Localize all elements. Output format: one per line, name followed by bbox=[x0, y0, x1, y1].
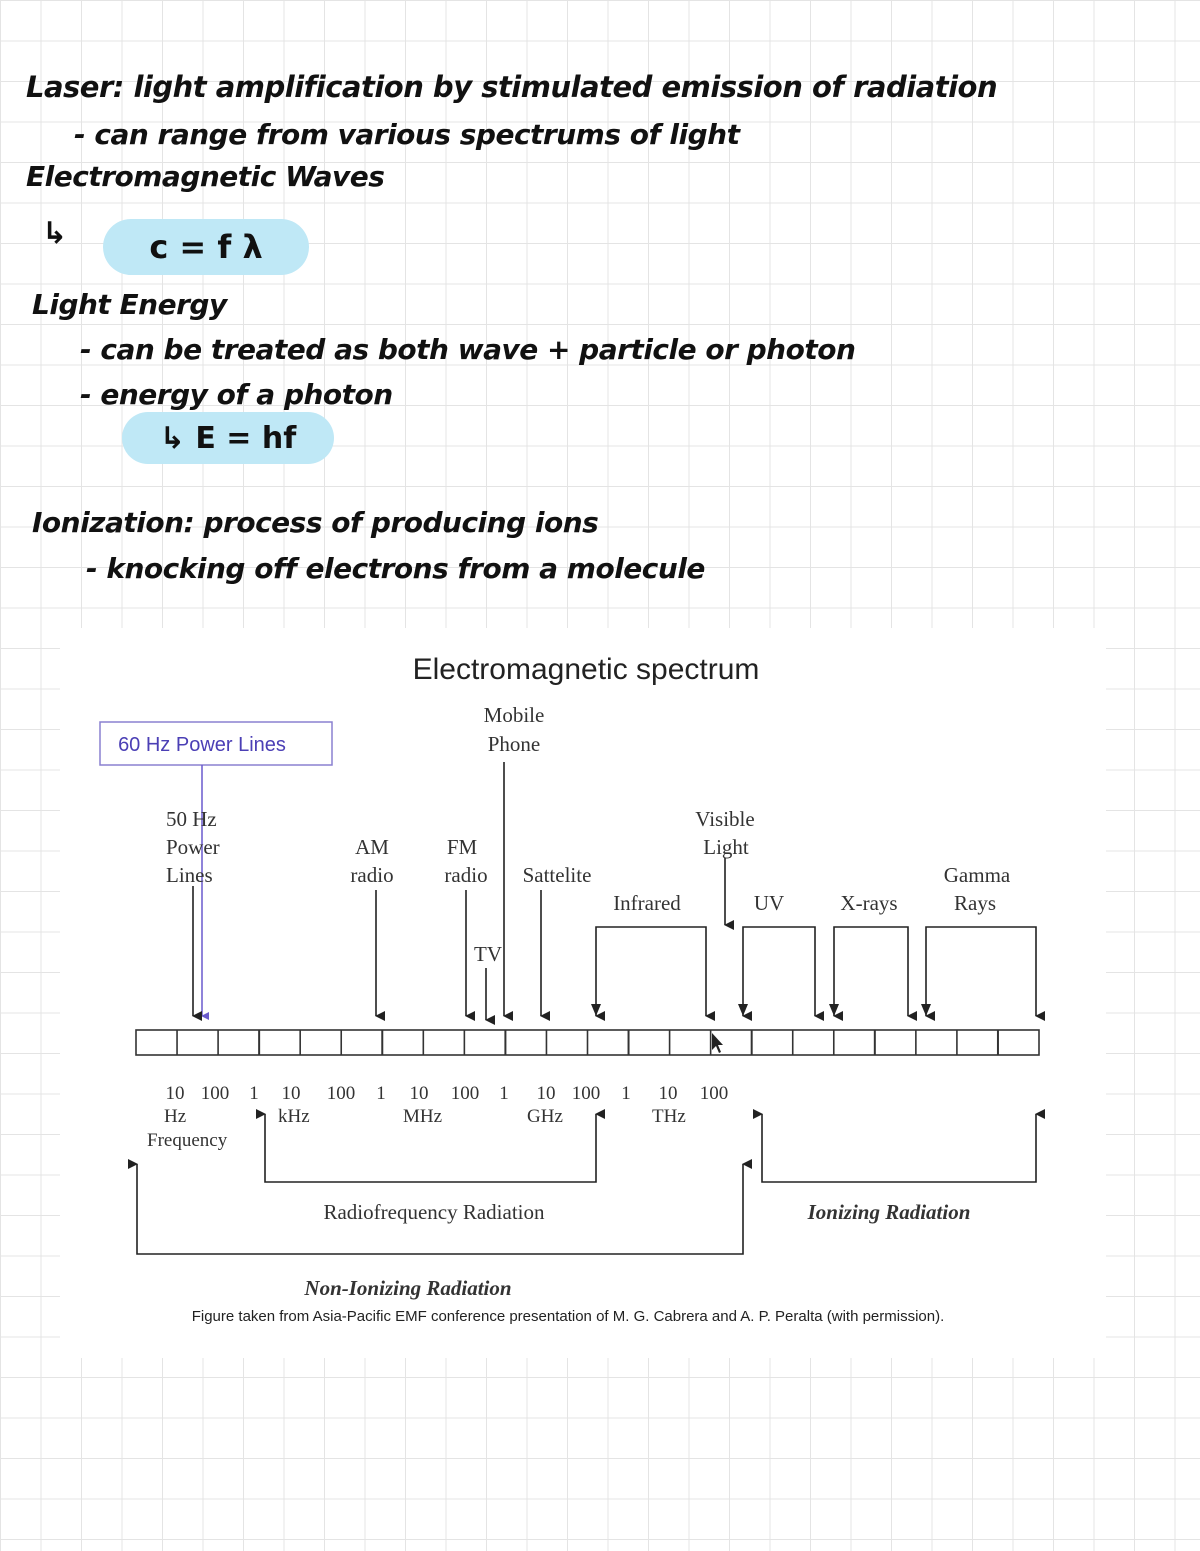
label-fm-radio: radio bbox=[444, 863, 488, 887]
note-knocking-electrons: - knocking off electrons from a molecule bbox=[86, 552, 705, 585]
unit-hz: Hz bbox=[164, 1106, 187, 1127]
label-visible: Visible bbox=[695, 807, 755, 831]
tick-label: 100 bbox=[450, 1083, 480, 1104]
label-power: Power bbox=[166, 835, 220, 859]
tick-label: 1 bbox=[249, 1083, 259, 1104]
tick-label: 100 bbox=[200, 1083, 230, 1104]
label-tv: TV bbox=[474, 942, 502, 966]
label-50hz: 50 Hz bbox=[166, 807, 217, 831]
em-spectrum-figure bbox=[60, 628, 1106, 1358]
label-infrared: Infrared bbox=[613, 891, 681, 915]
label-fm: FM bbox=[446, 835, 478, 859]
label-mobile: Mobile bbox=[483, 703, 545, 727]
tick-label: 10 bbox=[409, 1083, 429, 1104]
label-radiofrequency: Radiofrequency Radiation bbox=[323, 1200, 545, 1224]
label-phone: Phone bbox=[487, 732, 541, 756]
unit-ghz: GHz bbox=[527, 1106, 563, 1127]
tick-label: 10 bbox=[281, 1083, 301, 1104]
arrowhead-uv-start bbox=[738, 1004, 748, 1016]
label-am-radio: radio bbox=[350, 863, 394, 887]
frequency-scale-bar bbox=[136, 1030, 1039, 1055]
label-gamma-rays: Rays bbox=[954, 891, 996, 915]
bracket-ionizing bbox=[762, 1114, 1036, 1182]
unit-thz: THz bbox=[652, 1106, 686, 1127]
label-gamma: Gamma bbox=[943, 863, 1011, 887]
bracket-gamma bbox=[926, 927, 1036, 1016]
note-wave-particle: - can be treated as both wave + particle or photon bbox=[80, 333, 856, 366]
arrow-bullet-icon: ↳ bbox=[42, 216, 68, 251]
note-light-energy: Light Energy bbox=[32, 288, 227, 321]
callout-60hz-power-lines: 60 Hz Power Lines bbox=[118, 734, 286, 756]
bracket-infrared bbox=[596, 927, 706, 1016]
unit-khz: kHz bbox=[278, 1106, 310, 1127]
note-laser-range: - can range from various spectrums of light bbox=[74, 118, 740, 151]
tick-label: 1 bbox=[621, 1083, 631, 1104]
label-satellite: Sattelite bbox=[522, 863, 592, 887]
label-ionizing: Ionizing Radiation bbox=[807, 1200, 971, 1224]
label-lines: Lines bbox=[166, 863, 213, 887]
tick-label: 1 bbox=[499, 1083, 509, 1104]
label-am: AM bbox=[355, 835, 389, 859]
note-laser-definition: Laser: light amplification by stimulated emission of radiation bbox=[26, 70, 998, 104]
em-spectrum-diagram bbox=[60, 628, 1106, 1358]
note-photon-energy: - energy of a photon bbox=[80, 378, 393, 411]
label-uv: UV bbox=[753, 891, 785, 915]
label-frequency: Frequency bbox=[147, 1130, 228, 1151]
note-em-waves: Electromagnetic Waves bbox=[26, 160, 385, 193]
tick-label: 100 bbox=[571, 1083, 601, 1104]
label-xrays: X-rays bbox=[840, 891, 898, 915]
cursor-icon bbox=[712, 1033, 723, 1053]
label-non-ionizing: Non-Ionizing Radiation bbox=[304, 1276, 512, 1300]
tick-label: 100 bbox=[326, 1083, 356, 1104]
label-visible-light: Light bbox=[703, 835, 749, 859]
bracket-uv bbox=[743, 927, 815, 1016]
highlight-photon-formula: ↳ E = hf bbox=[122, 412, 334, 464]
tick-label: 10 bbox=[165, 1083, 185, 1104]
note-ionization: Ionization: process of producing ions bbox=[32, 506, 599, 539]
arrowhead-infrared-start bbox=[591, 1004, 601, 1016]
figure-title: Electromagnetic spectrum bbox=[412, 653, 760, 686]
unit-mhz: MHz bbox=[403, 1106, 443, 1127]
figure-caption: Figure taken from Asia-Pacific EMF conference presentation of M. G. Cabrera and A. P. Peralta (with permission). bbox=[191, 1308, 945, 1325]
tick-label: 100 bbox=[699, 1083, 729, 1104]
highlight-wave-formula: c = f λ bbox=[103, 219, 309, 275]
arrowhead-xrays-start bbox=[829, 1004, 839, 1016]
tick-label: 10 bbox=[658, 1083, 678, 1104]
tick-label: 1 bbox=[376, 1083, 386, 1104]
bracket-xrays bbox=[834, 927, 908, 1016]
tick-label: 10 bbox=[536, 1083, 556, 1104]
arrowhead-gamma-start bbox=[921, 1004, 931, 1016]
